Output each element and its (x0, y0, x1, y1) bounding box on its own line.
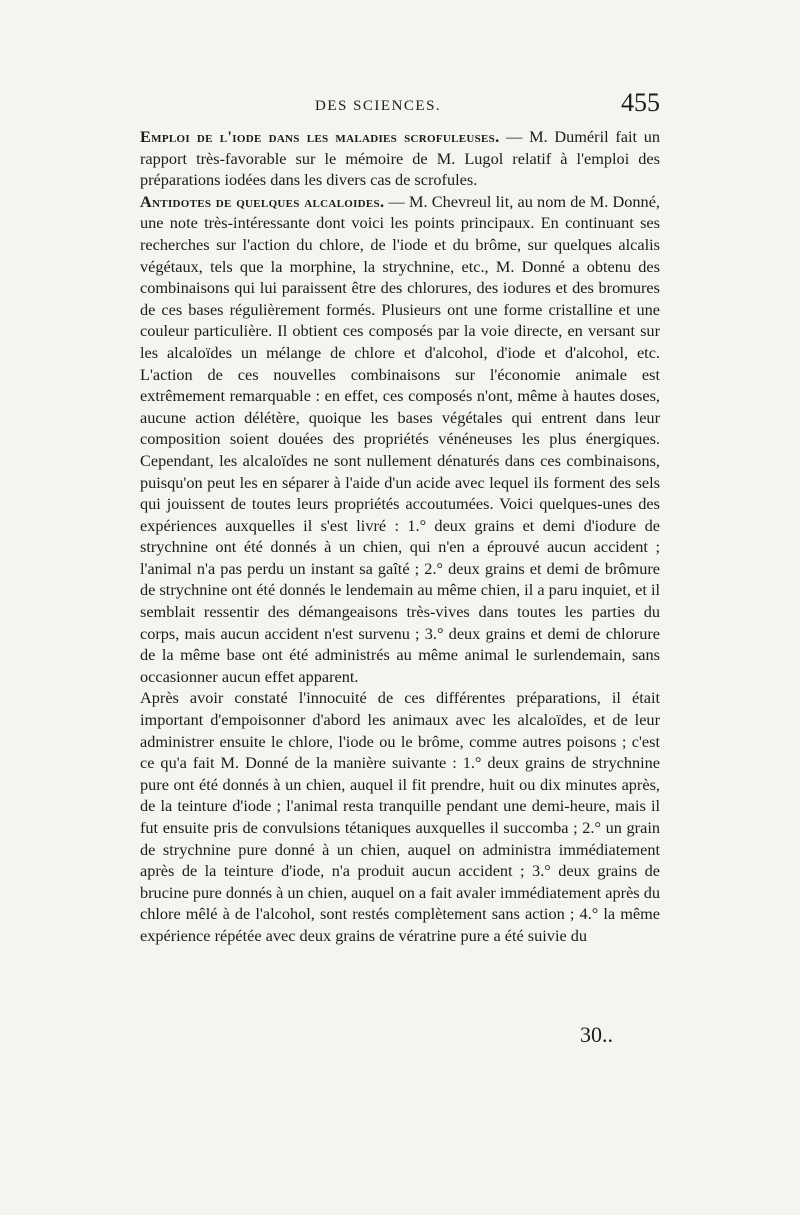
paragraph-iode (140, 126, 660, 191)
paragraph-body: — M. Chevreul lit, au nom de M. Donné, une note très-intéressante dont voici les points principaux. En continuant ses recherches sur l'action du chlore, de l'iode et du brôme, sur quelques alcalis végétaux, tels que la morphine, la strychnine, etc., M. Donné a obtenu des combinaisons qui lui paraissent être des chlorures, des iodures et des bromures de ces bases régulièrement formés. Plusieurs ont une forme cristalline et une couleur particulière. Il obtient ces composés par la voie directe, en versant sur les alcaloïdes un mélange de chlore et d'alcohol, d'iode et d'alcohol, etc. L'action de ces nouvelles combinaisons sur l'économie animale est extrêmement remarquable : en effet, ces composés n'ont, même à hautes doses, aucune action délétère, quoique les bases végétales qui entrent dans leur composition soient douées des propriétés vénéneuses les plus énergiques. Cependant, les alcaloïdes ne sont nullement dénaturés dans ces combinaisons, puisqu'on peut les en séparer à l'aide d'un acide avec lequel ils forment des sels qui jouissent de toutes leurs propriétés accoutumées. Voici quelques-unes des expériences auxquelles il s'est livré : 1.° deux grains et demi d'iodure de strychnine ont été donnés à un chien, qui n'en a éprouvé aucun accident ; l'animal n'a pas perdu un instant sa gaîté ; 2.° deux grains et demi de brômure de strychnine ont été donnés le lendemain au même chien, il a paru inquiet, et il semblait ressentir des démangeaisons très-vives dans toutes les parties du corps, mais aucun accident n'est survenu ; 3.° deux grains et demi de chlorure de la même base ont été administrés au même animal le surlendemain, sans occasionner aucun effet apparent. (140, 191, 660, 686)
signature-mark: 30.. (580, 1022, 613, 1047)
section-heading: Antidotes de quelques alcaloides. (140, 191, 385, 211)
page-header (140, 88, 660, 124)
paragraph-antidotes (140, 191, 660, 688)
running-head: DES SCIENCES. (315, 98, 442, 114)
body-text (140, 126, 660, 947)
section-heading: Emploi de l'iode dans les maladies scrofuleuses. (140, 127, 500, 146)
page-number: 455 (621, 88, 660, 117)
paragraph-body: — M. Duméril fait un rapport très-favorable sur le mémoire de M. Lugol relatif à l'emploi des préparations iodées dans les divers cas de scrofules. (140, 127, 660, 190)
paragraph-body: Après avoir constaté l'innocuité de ces différentes préparations, il était important d'empoisonner d'abord les animaux avec les alcaloïdes, et de leur administrer ensuite le chlore, l'iode ou le brôme, comme autres poisons ; c'est ce qu'a fait M. Donné de la manière suivante : 1.° deux grains de strychnine pure ont été donnés à un chien, auquel il fit prendre, huit ou dix minutes après, de la teinture d'iode ; l'animal resta tranquille pendant une demi-heure, mais il fut ensuite pris de convulsions tétaniques auxquelles il succomba ; 2.° un grain de strychnine pure donné à un chien, auquel on administra immédiatement après de la teinture d'iode, n'a produit aucun accident ; 3.° deux grains de brucine pure donnés à un chien, auquel on a fait avaler immédiatement après du chlore mêlé à de l'alcohol, sont restés complètement sans action ; 4.° la même expérience répétée avec deux grains de vératrine pure a été suivie du (140, 688, 660, 945)
paragraph-experiences (140, 687, 660, 946)
